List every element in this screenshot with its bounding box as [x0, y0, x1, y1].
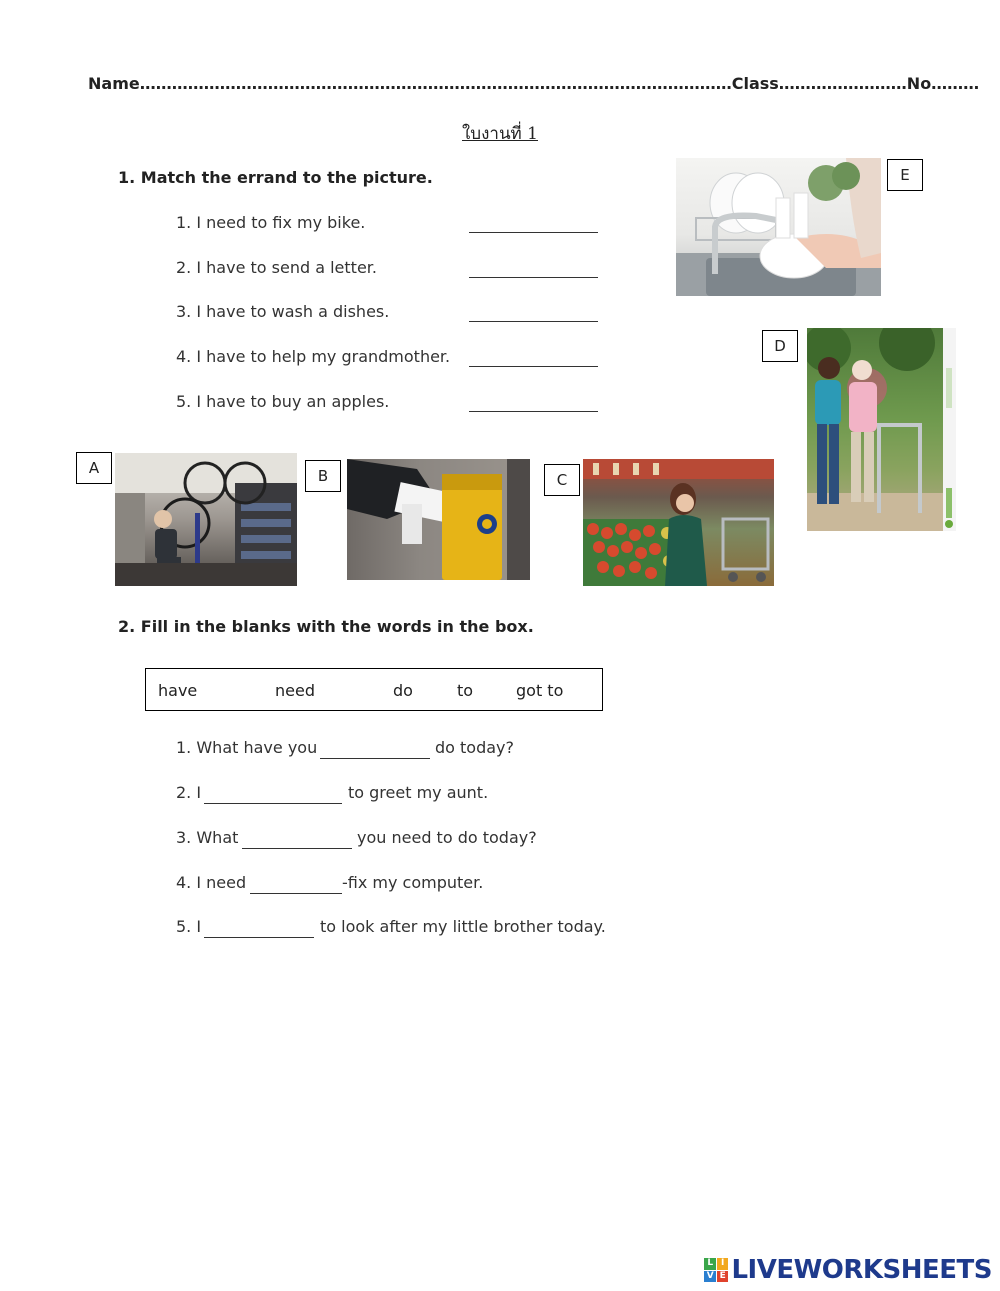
match-answer-blank-4[interactable]	[469, 365, 598, 367]
fill-question-5-end: to look after my little brother today.	[320, 917, 606, 936]
picture-label-b: B	[305, 460, 341, 492]
fill-question-5-start: 5. I	[176, 917, 202, 936]
student-info-line	[88, 74, 980, 93]
fill-question-2-end: to greet my aunt.	[348, 783, 489, 802]
washing-dishes-picture	[676, 158, 881, 296]
fill-question-2-start: 2. I	[176, 783, 202, 802]
liveworksheets-logo-icon	[704, 1258, 728, 1282]
number-field-label: No………	[906, 74, 980, 93]
word-bank-word-need: need	[275, 681, 315, 700]
match-answer-blank-3[interactable]	[469, 320, 598, 322]
match-item-1: 1. I need to fix my bike.	[176, 213, 366, 232]
class-field-label: Class……………………	[731, 74, 907, 93]
liveworksheets-brand	[704, 1253, 992, 1287]
mailbox-picture	[347, 459, 530, 580]
match-item-2: 2. I have to send a letter.	[176, 258, 377, 277]
buying-apples-picture	[583, 459, 774, 586]
fill-blank-3[interactable]	[242, 847, 352, 849]
fill-blank-5[interactable]	[204, 936, 314, 938]
section-2-heading: 2. Fill in the blanks with the words in the box.	[118, 617, 534, 636]
logo-letter-e: E	[717, 1271, 729, 1283]
picture-label-a: A	[76, 452, 112, 484]
logo-letter-l: L	[704, 1258, 716, 1270]
match-item-4: 4. I have to help my grandmother.	[176, 347, 451, 366]
match-item-3: 3. I have to wash a dishes.	[176, 302, 390, 321]
fill-blank-4[interactable]	[250, 892, 342, 894]
logo-letter-i: I	[717, 1258, 729, 1270]
word-bank-word-do: do	[393, 681, 413, 700]
word-bank-word-to: to	[457, 681, 474, 700]
fill-question-1-end: do today?	[435, 738, 515, 757]
match-answer-blank-1[interactable]	[469, 231, 598, 233]
fill-blank-1[interactable]	[320, 757, 430, 759]
name-field-label: Name…………………………………………………………………………………………………	[88, 74, 732, 93]
match-answer-blank-2[interactable]	[469, 276, 598, 278]
word-bank-word-got-to: got to	[516, 681, 564, 700]
picture-label-e: E	[887, 159, 923, 191]
helping-grandmother-picture	[807, 328, 943, 531]
picture-label-c: C	[544, 464, 580, 496]
fill-question-4-end: -fix my computer.	[342, 873, 484, 892]
fill-blank-2[interactable]	[204, 802, 342, 804]
section-1-heading: 1. Match the errand to the picture.	[118, 168, 433, 187]
fill-question-3-start: 3. What	[176, 828, 239, 847]
match-answer-blank-5[interactable]	[469, 410, 598, 412]
fill-question-3-end: you need to do today?	[357, 828, 537, 847]
match-item-5: 5. I have to buy an apples.	[176, 392, 390, 411]
bike-repair-picture	[115, 453, 297, 586]
book-page-edge-picture	[943, 328, 956, 531]
word-bank-box	[145, 668, 603, 711]
worksheet-title: ใบงานที่ 1	[462, 124, 538, 144]
fill-question-1-start: 1. What have you	[176, 738, 318, 757]
fill-question-4-start: 4. I need	[176, 873, 247, 892]
logo-letter-v: V	[704, 1271, 716, 1283]
word-bank-word-have: have	[158, 681, 198, 700]
picture-label-d: D	[762, 330, 798, 362]
liveworksheets-wordmark: LIVEWORKSHEETS	[731, 1255, 992, 1285]
